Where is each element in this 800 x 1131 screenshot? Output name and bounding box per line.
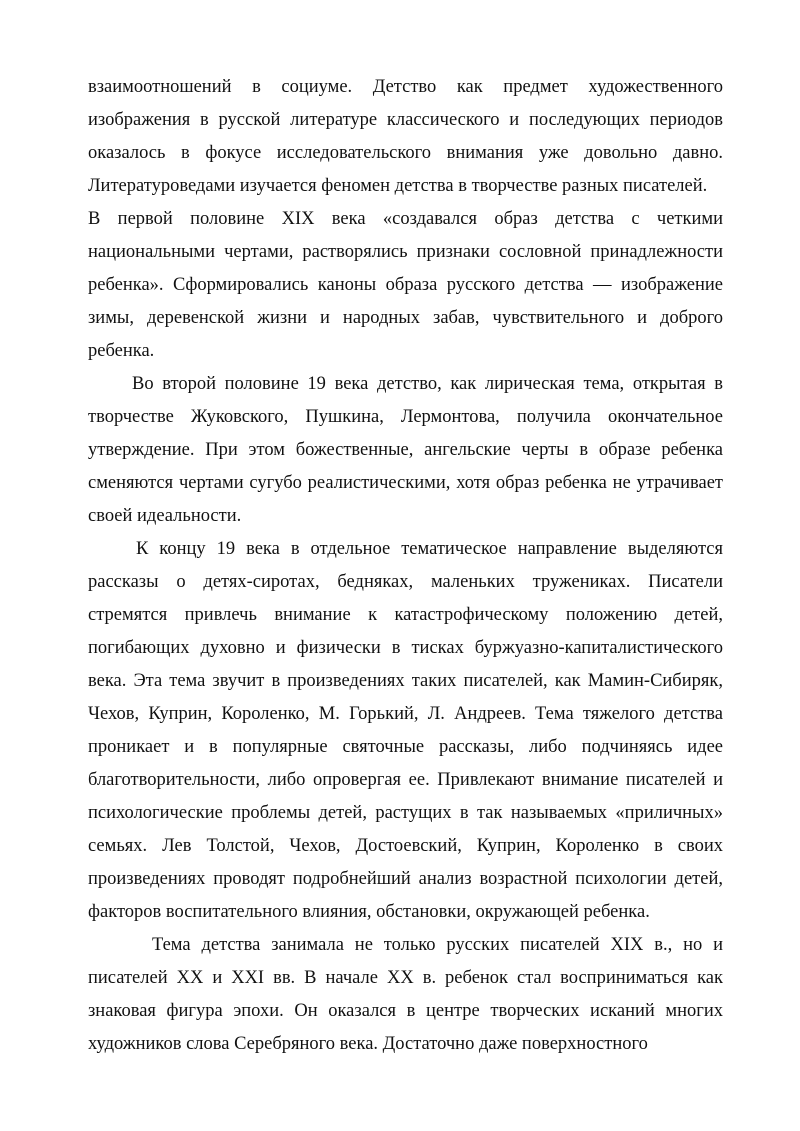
paragraph-childhood-theme: Тема детства занимала не только русских писателей XIX в., но и писателей XX и XXI вв. В начале XX в. ребенок стал восприниматься как знаковая фигура эпохи. Он оказался в центре творческих исканий многих художников слова Серебряного века. Достаточно даже поверхностного [88, 935, 723, 1054]
paragraph-continuation: взаимоотношений в социуме. Детство как предмет художественного изображения в русской литературе классического и последующих периодов оказалось в фокусе исследовательского внимания уже довольно давно. Литературоведами изучается феномен детства в творчестве разных писателей. [88, 77, 723, 196]
body-text [88, 71, 723, 1061]
paragraph-end-19: К концу 19 века в отдельное тематическое направление выделяются рассказы о детях-сиротах, бедняках, маленьких тружениках. Писатели стремятся привлечь внимание к катастрофическому положению детей, погибающих духовно и физически в тисках буржуазно-капиталистического века. Эта тема звучит в произведениях таких писателей, как Мамин-Сибиряк, Чехов, Куприн, Короленко, М. Горький, Л. Андреев. Тема тяжелого детства проникает и в популярные святочные рассказы, либо подчиняясь идее благотворительности, либо опровергая ее. Привлекают внимание писателей и психологические проблемы детей, растущих в так называемых «приличных» семьях. Лев Толстой, Чехов, Достоевский, Куприн, Короленко в своих произведениях проводят подробнейший анализ возрастной психологии детей, факторов воспитательного влияния, обстановки, окружающей ребенка. [88, 539, 723, 922]
paragraph-second-half-19: Во второй половине 19 века детство, как лирическая тема, открытая в творчестве Жуковского, Пушкина, Лермонтова, получила окончательное утверждение. При этом божественные, ангельские черты в образе ребенка сменяются чертами сугубо реалистическими, хотя образ ребенка не утрачивает своей идеальности. [88, 374, 723, 526]
paragraph-first-half-xix: В первой половине XIX века «создавался образ детства с четкими национальными чертами, растворялись признаки сословной принадлежности ребенка». Сформировались каноны образа русского детства — изображение зимы, деревенской жизни и народных забав, чувствительного и доброго ребенка. [88, 209, 723, 361]
